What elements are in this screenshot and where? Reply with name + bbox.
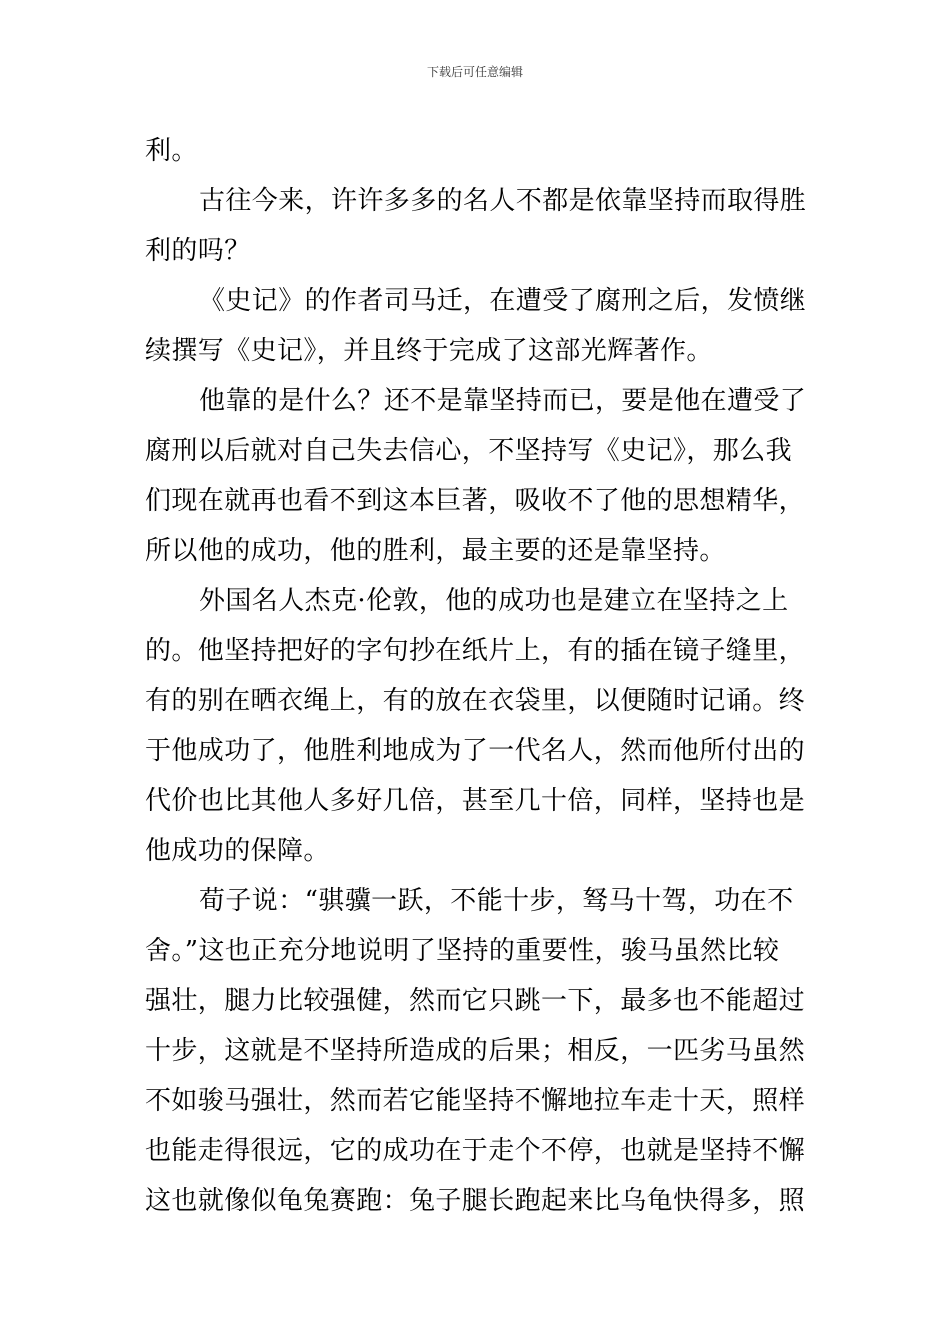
text-line: 腐刑以后就对自己失去信心，不坚持写《史记》，那么我	[145, 436, 793, 466]
page-header: 下载后可任意编辑	[426, 65, 523, 79]
text-line: 他靠的是什么？还不是靠坚持而已，要是他在遭受了	[199, 386, 807, 416]
text-line: 外国名人杰克·伦敦，他的成功也是建立在坚持之上	[199, 586, 789, 616]
text-line: 有的别在晒衣绳上，有的放在衣袋里，以便随时记诵。终	[145, 686, 806, 716]
text-line: 利的吗？	[145, 236, 251, 266]
essay-body	[145, 126, 807, 1226]
text-line: 代价也比其他人多好几倍，甚至几十倍，同样，坚持也是	[145, 786, 806, 816]
text-line: 舍。”这也正充分地说明了坚持的重要性，骏马虽然比较	[145, 936, 780, 966]
text-line: 所以他的成功，他的胜利，最主要的还是靠坚持。	[145, 536, 726, 566]
text-line: 荀子说：“骐骥一跃，不能十步，驽马十驾，功在不	[199, 886, 794, 916]
text-line: 也能走得很远，它的成功在于走个不停，也就是坚持不懈	[145, 1136, 806, 1166]
text-line: 他成功的保障。	[145, 836, 330, 866]
text-line: 这也就像似龟兔赛跑：兔子腿长跑起来比乌龟快得多，照	[145, 1186, 806, 1216]
text-line: 利。	[145, 136, 198, 166]
text-line: 于他成功了，他胜利地成为了一代名人，然而他所付出的	[145, 736, 806, 766]
text-line: 《史记》的作者司马迁，在遭受了腐刑之后，发愤继	[199, 286, 807, 316]
text-line: 们现在就再也看不到这本巨著，吸收不了他的思想精华，	[145, 486, 806, 516]
text-line: 不如骏马强壮，然而若它能坚持不懈地拉车走十天，照样	[145, 1086, 806, 1116]
text-line: 十步，这就是不坚持所造成的后果；相反，一匹劣马虽然	[145, 1036, 806, 1066]
text-line: 强壮，腿力比较强健，然而它只跳一下，最多也不能超过	[145, 986, 806, 1016]
text-line: 古往今来，许许多多的名人不都是依靠坚持而取得胜	[199, 186, 807, 216]
text-line: 续撰写《史记》，并且终于完成了这部光辉著作。	[145, 336, 713, 366]
text-line: 的。他坚持把好的字句抄在纸片上，有的插在镜子缝里，	[145, 636, 806, 666]
